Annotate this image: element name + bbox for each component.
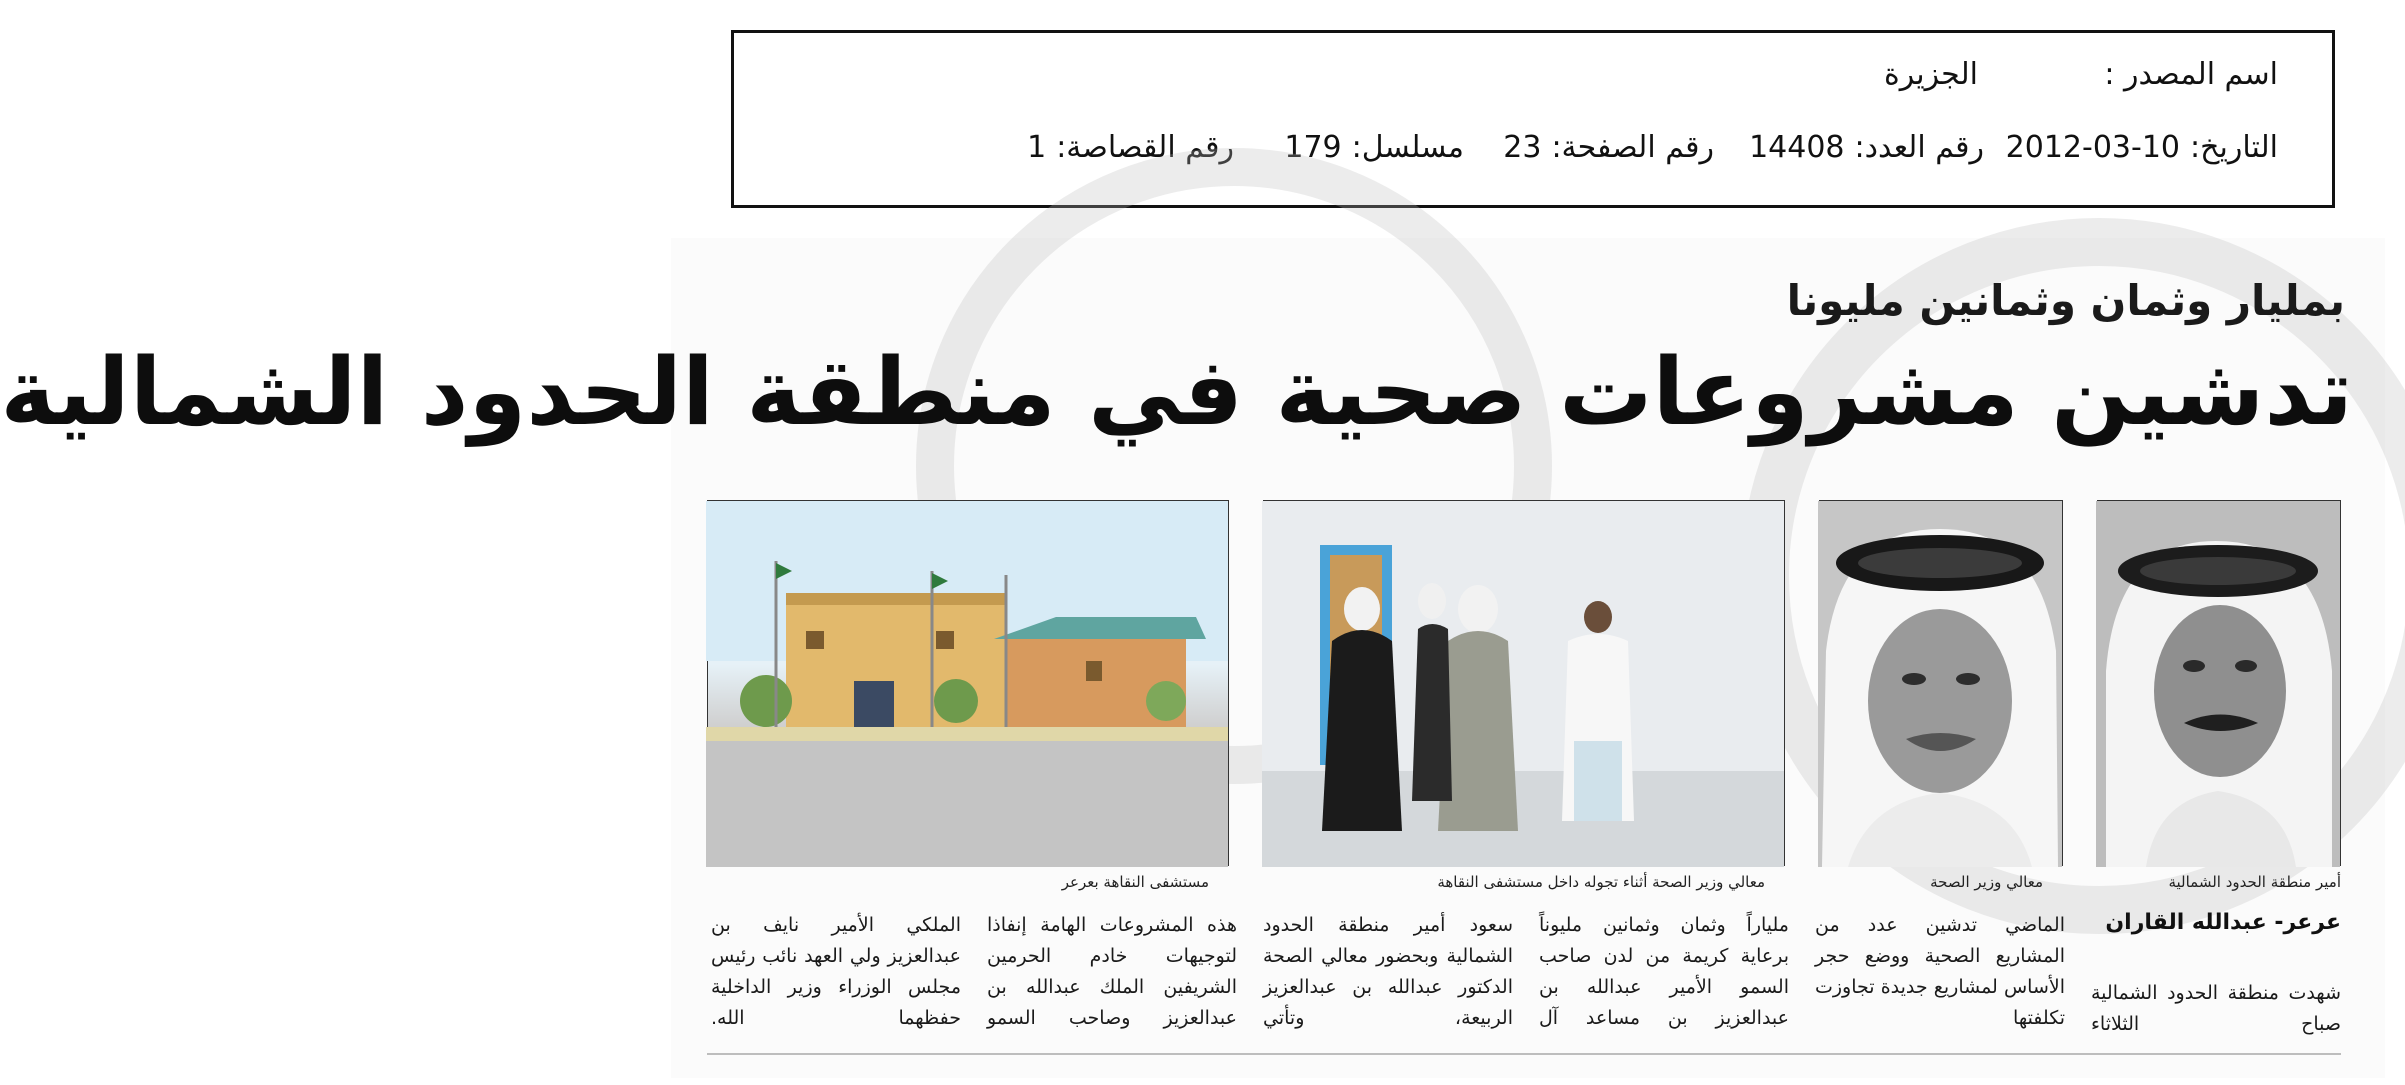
- article-column-3: [1539, 910, 1789, 1034]
- hospital-building-photo: [707, 500, 1229, 866]
- column-text: شهدت منطقة الحدود الشمالية صباح الثلاثاء: [2091, 982, 2341, 1035]
- page-label: رقم الصفحة:: [1551, 130, 1714, 165]
- article-column-2: [1815, 910, 2065, 1034]
- portrait-photo-icon: [2096, 501, 2340, 867]
- minister-portrait-photo: [1819, 500, 2063, 866]
- source-value: الجزيرة: [1883, 57, 1978, 92]
- article-byline: عرعر- عبدالله القاران: [2105, 910, 2341, 935]
- source-label: اسم المصدر :: [2104, 57, 2278, 92]
- caption-minister: معالي وزير الصحة: [1930, 873, 2043, 891]
- article-column-6: [711, 910, 961, 1034]
- article-column-1: [2091, 978, 2341, 1040]
- issue-row: [734, 126, 2332, 170]
- column-text: الماضي تدشين عدد من المشاريع الصحية ووضع حجر الأساس لمشاريع جديدة تجاوزت تكلفتها: [1815, 914, 2065, 1029]
- bottom-rule: [707, 1053, 2341, 1055]
- source-row: [734, 53, 2332, 97]
- column-text: الملكي الأمير نايف بن عبدالعزيز ولي العهد نائب رئيس مجلس الوزراء وزير الداخلية حفظهما الله.: [711, 914, 961, 1029]
- column-text: هذه المشروعات الهامة إنفاذا لتوجيهات خادم الحرمين الشريفين الملك عبدالله بن عبدالعزيز وصاحب السمو: [987, 914, 1237, 1029]
- article-headline: تدشين مشروعات صحية في منطقة الحدود الشمالية: [0, 338, 2353, 446]
- serial-value: 179: [1284, 130, 1342, 165]
- caption-hospital-building: مستشفى النقاهة بعرعر: [1061, 873, 1209, 891]
- issue-label: رقم العدد:: [1854, 130, 1984, 165]
- issue-value: 14408: [1749, 130, 1845, 165]
- column-text: ملياراً وثمان وثمانين مليوناً برعاية كريمة من لدن صاحب السمو الأمير عبدالله بن عبدالعزيز بن مساعد آل: [1539, 914, 1789, 1029]
- article-column-4: [1263, 910, 1513, 1034]
- clip-label: رقم القصاصة:: [1056, 130, 1234, 165]
- portrait-photo-icon: [1818, 501, 2062, 867]
- clip-value: 1: [1027, 130, 1047, 165]
- page-value: 23: [1503, 130, 1542, 165]
- article-column-5: [987, 910, 1237, 1034]
- caption-hospital-tour: معالي وزير الصحة أثناء تجوله داخل مستشفى النقاهة: [1437, 873, 1765, 891]
- hospital-tour-photo-icon: [1262, 501, 1784, 867]
- serial-field: [1284, 126, 1464, 170]
- column-text: سعود أمير منطقة الحدود الشمالية وبحضور معالي الصحة الدكتور عبدالله بن عبدالعزيز الربيعة، وتأتي: [1263, 914, 1513, 1029]
- issue-field: [1749, 126, 1984, 170]
- clip-field: [1027, 126, 1234, 170]
- date-label: التاريخ:: [2190, 130, 2278, 165]
- hospital-tour-photo: [1263, 500, 1785, 866]
- serial-label: مسلسل:: [1351, 130, 1464, 165]
- page-field: [1503, 126, 1714, 170]
- article-kicker: بمليار وثمان وثمانين مليونا: [1786, 276, 2345, 325]
- governor-portrait-photo: [2097, 500, 2341, 866]
- caption-governor: أمير منطقة الحدود الشمالية: [2168, 873, 2341, 891]
- newspaper-clipping: [0, 238, 2385, 1078]
- source-info-box: [731, 30, 2335, 208]
- date-field: [2006, 126, 2278, 170]
- date-value: 2012-03-10: [2005, 130, 2181, 165]
- building-photo-icon: [706, 501, 1228, 867]
